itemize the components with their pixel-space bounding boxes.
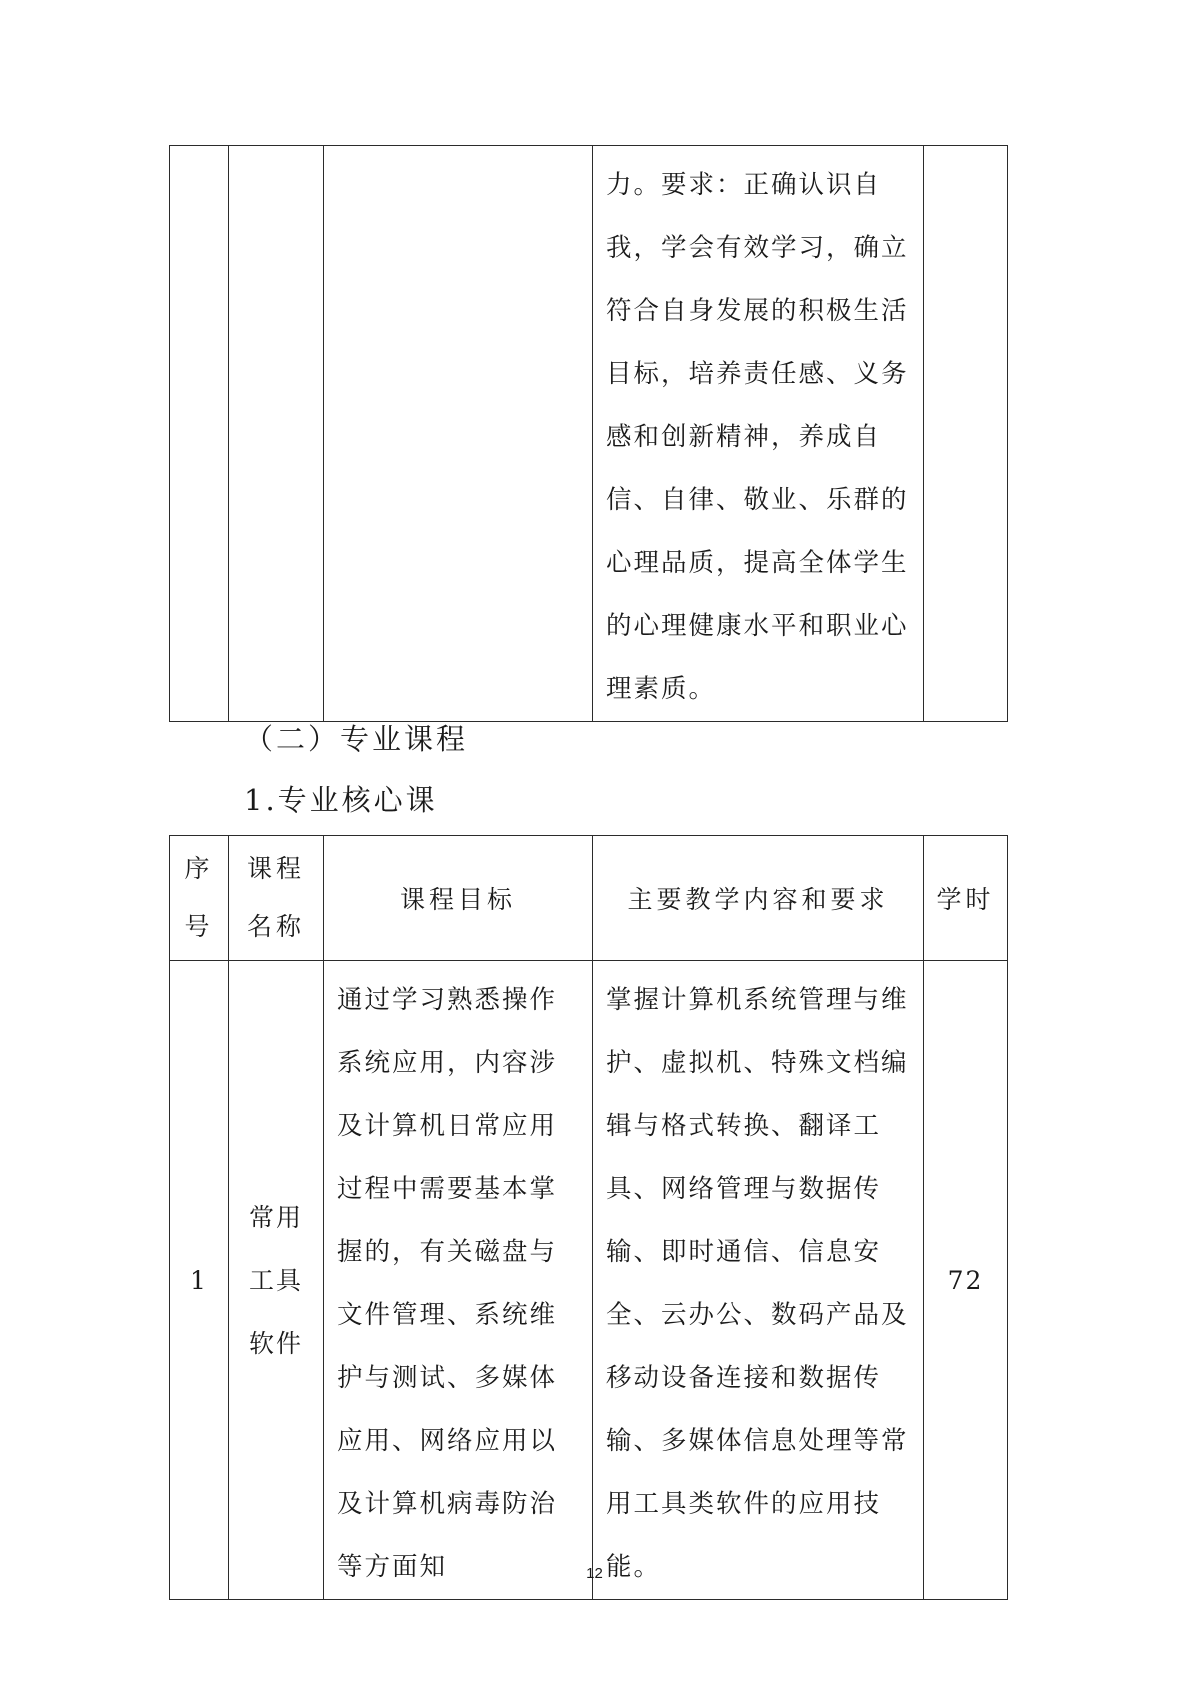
continued-course-table bbox=[169, 145, 1008, 722]
sub-heading: 1.专业核心课 bbox=[244, 783, 438, 817]
header-no-line2: 号 bbox=[184, 912, 214, 941]
cell-goal bbox=[324, 961, 593, 1600]
header-hours: 学时 bbox=[924, 836, 1008, 961]
header-name-line1: 课程 bbox=[246, 854, 305, 883]
cell-no bbox=[170, 146, 229, 722]
header-name-line2: 名称 bbox=[246, 912, 305, 941]
goal-text: 通过学习熟悉操作系统应用，内容涉及计算机日常应用过程中需要基本掌握的，有关磁盘与文件管理、系统维护与测试、多媒体应用、网络应用以及计算机病毒防治等方面知 bbox=[337, 985, 558, 1582]
cell-content bbox=[593, 146, 924, 722]
table-row bbox=[170, 146, 1008, 722]
cell-name bbox=[229, 146, 324, 722]
cell-no: 1 bbox=[170, 961, 229, 1600]
content-text: 掌握计算机系统管理与维护、虚拟机、特殊文档编辑与格式转换、翻译工具、网络管理与数据传输、即时通信、信息安全、云办公、数码产品及移动设备连接和数据传输、多媒体信息处理等常用工具类软件的应用技能。 bbox=[606, 985, 909, 1582]
header-name bbox=[229, 836, 324, 961]
cell-name bbox=[229, 961, 324, 1600]
cell-content bbox=[593, 961, 924, 1600]
core-course-table bbox=[169, 835, 1008, 1600]
header-no-line1: 序 bbox=[184, 854, 214, 883]
section-heading: （二）专业课程 bbox=[244, 722, 469, 756]
cell-goal bbox=[324, 146, 593, 722]
cell-hours bbox=[924, 146, 1008, 722]
name-line1: 常用 bbox=[248, 1202, 303, 1232]
table-header-row bbox=[170, 836, 1008, 961]
header-content: 主要教学内容和要求 bbox=[593, 836, 924, 961]
name-line2: 工具 bbox=[248, 1265, 303, 1295]
header-no bbox=[170, 836, 229, 961]
cell-hours: 72 bbox=[924, 961, 1008, 1600]
page-number: 12 bbox=[586, 1565, 603, 1582]
table-row bbox=[170, 961, 1008, 1600]
content-text: 力。要求：正确认识自我，学会有效学习，确立符合自身发展的积极生活目标，培养责任感、义务感和创新精神，养成自信、自律、敬业、乐群的心理品质，提高全体学生的心理健康水平和职业心理素质。 bbox=[606, 170, 909, 704]
header-goal: 课程目标 bbox=[324, 836, 593, 961]
name-line3: 软件 bbox=[248, 1328, 303, 1358]
